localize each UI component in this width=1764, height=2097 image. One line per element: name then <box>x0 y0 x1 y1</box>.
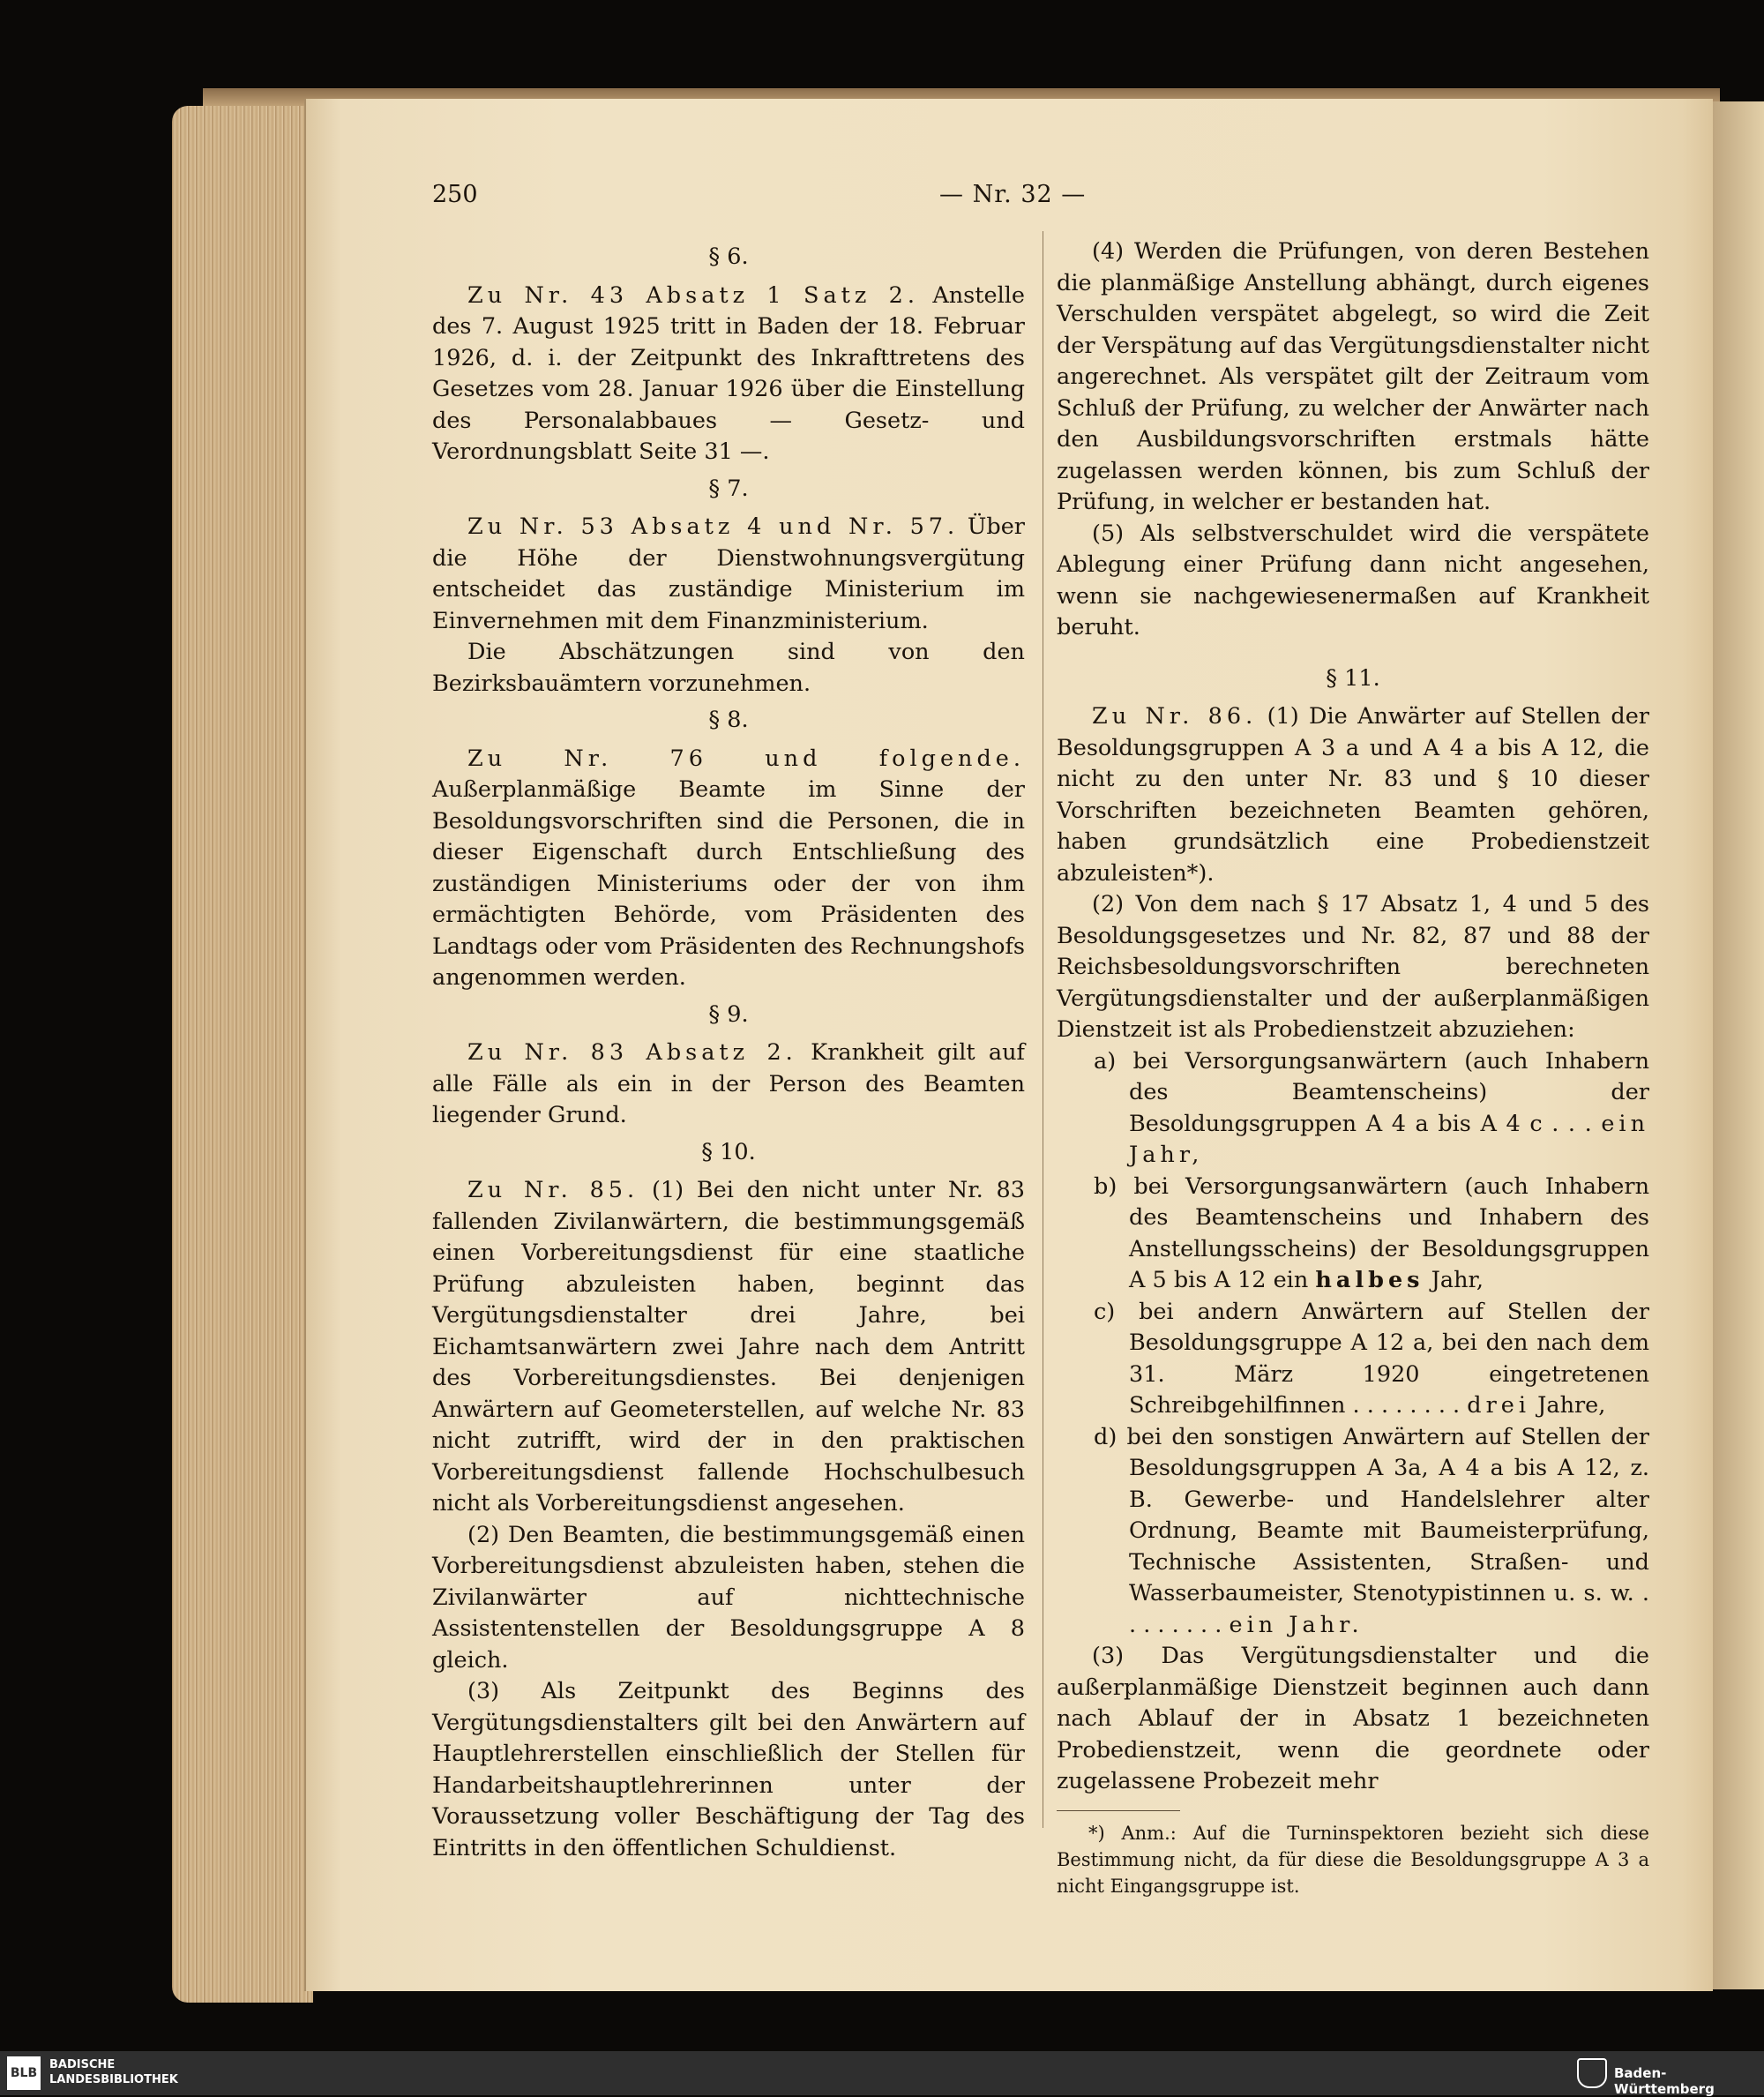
section-11-paragraph-3: (3) Das Vergütungsdienstalter und die außerplanmäßige Dienstzeit beginnen auch dann nach Ablauf der in Absatz 1 bezeichneten Probedienstzeit, wenn die geordnete oder zugelassene Probezeit mehr <box>1057 1643 1649 1794</box>
section-9-lead: Zu Nr. 83 Absatz 2. <box>467 1039 797 1066</box>
list-item-tail: Jahr, <box>1431 1267 1484 1293</box>
section-7-lead: Zu Nr. 53 Absatz 4 und Nr. 57. <box>467 513 960 540</box>
left-column <box>432 236 1025 1864</box>
section-11-paragraph-1 <box>1057 701 1649 889</box>
section-8-paragraph <box>432 744 1025 994</box>
footnote-rule <box>1057 1810 1180 1811</box>
list-item-label: b) <box>1094 1172 1117 1200</box>
section-7-text: Über die Höhe der Dienstwohnungsvergütung entscheidet das zuständige Ministerium im Einvernehmen mit dem Finanzministerium. <box>432 513 1025 634</box>
facing-page-edge <box>1708 101 1764 1989</box>
running-head: — Nr. 32 — <box>939 181 1087 208</box>
section-10-paragraph-1 <box>432 1175 1025 1520</box>
section-11-paragraph-2: (2) Von dem nach § 17 Absatz 1, 4 und 5 des Besoldungsgesetzes und Nr. 82, 87 und 88 der Reichsbesoldungsvorschriften berechneten Vergütungsdienstalter und der außerplanmäßigen Dienstzeit ist als Probedienstzeit abzuziehen: <box>1057 891 1649 1043</box>
right-column <box>1057 236 1649 1899</box>
list-item <box>1094 1172 1649 1297</box>
section-10-paragraph-4: (4) Werden die Prüfungen, von deren Bestehen die planmäßige Anstellung abhängt, durch eigenes Verschulden verspätet abgelegt, so wird die Zeit der Verspätung auf das Vergütungsdienstalter nicht angerechnet. Als verspätet gilt der Zeitraum vom Schluß der Prüfung, zu welcher der Anwärter nach den Ausbildungsvorschriften erstmals hätte zugelassen werden können, bis zum Schluß der Prüfung, in welcher er bestanden hat. <box>1057 238 1649 515</box>
section-6-lead: Zu Nr. 43 Absatz 1 Satz 2. <box>467 281 919 309</box>
section-6-paragraph <box>432 281 1025 468</box>
list-item-term: ein Jahr. <box>1229 1611 1364 1638</box>
section-10-heading: § 10. <box>701 1138 756 1165</box>
section-10-paragraph-5: (5) Als selbstverschuldet wird die verspätete Ablegung einer Prüfung dann nicht angesehen, wenn sie nachgewiesenermaßen auf Krankheit beruht. <box>1057 520 1649 640</box>
list-item-term: drei <box>1467 1392 1531 1419</box>
section-6-heading: § 6. <box>708 243 749 270</box>
library-name-line-1: BADISCHE <box>49 2058 116 2071</box>
section-7-paragraph <box>432 512 1025 637</box>
section-8-heading: § 8. <box>708 707 749 733</box>
list-item <box>1094 1046 1649 1172</box>
section-10-text-1: (1) Bei den nicht unter Nr. 83 fallenden Zivilanwärtern, die bestimmungsgemäß einen Vorbereitungsdienst für eine staatliche Prüfung abzuleisten haben, beginnt das Vergütungsdienstalter drei Jahre, bei Eichamtsanwärtern zwei Jahre nach dem Antritt des Vorbereitungsdienstes. Bei denjenigen Anwärtern auf Geometerstellen, auf welche Nr. 83 nicht zutrifft, wird der in den praktischen Vorbereitungsdienst fallende Hochschulbesuch nicht als Vorbereitungsdienst angesehen. <box>432 1177 1025 1517</box>
section-10-paragraph-2: (2) Den Beamten, die bestimmungsgemäß einen Vorbereitungsdienst abzuleisten haben, stehen die Zivilanwärter auf nichttechnische Assistentenstellen der Besoldungsgruppe A 8 gleich. <box>432 1521 1025 1674</box>
section-11-lead: Zu Nr. 86. <box>1092 703 1258 730</box>
footnote-text: *) Anm.: Auf die Turninspektoren bezieht sich diese Bestimmung nicht, da für diese die Besoldungsgruppe A 3 a nicht Eingangsgruppe ist. <box>1057 1822 1649 1897</box>
list-item-text: bei den sonstigen Anwärtern auf Stellen der Besoldungsgruppen A 3a, A 4 a bis A 12, z. B. Gewerbe- und Handelslehrer alter Ordnung, Beamte mit Baumeisterprüfung, Technische Assistenten, Straßen- und Wasserbaumeister, Stenotypistinnen u. s. w. . . . . . . . . <box>1126 1423 1649 1638</box>
section-10-lead: Zu Nr. 85. <box>467 1177 639 1203</box>
section-11-heading: § 11. <box>1326 664 1380 692</box>
library-name-line-2: LANDESBIBLIOTHEK <box>49 2073 178 2086</box>
page-number: 250 <box>432 181 478 208</box>
section-8-text: Außerplanmäßige Beamte im Sinne der Besoldungsvorschriften sind die Personen, die in dieser Eigenschaft durch Entschließung des zuständigen Ministeriums oder der von ihm ermächtigten Behörde, vom Präsidenten des Landtags oder vom Präsidenten des Rechnungshofs angenommen werden. <box>432 776 1025 991</box>
section-8-lead: Zu Nr. 76 und folgende. <box>467 745 1025 772</box>
section-9-heading: § 9. <box>708 1000 749 1028</box>
section-9-paragraph <box>432 1037 1025 1132</box>
list-item-label: c) <box>1094 1298 1116 1325</box>
book-page-edges <box>172 106 313 2003</box>
list-item-term: ein Jahr, <box>1129 1110 1649 1168</box>
coat-of-arms-icon <box>1577 2058 1607 2088</box>
section-7-heading: § 7. <box>708 475 749 502</box>
list-item-text: bei andern Anwärtern auf Stellen der Besoldungsgruppe A 12 a, bei den nach dem 31. März 1920 eingetretenen Schreibgehilfinnen . . . . . . . . <box>1129 1298 1649 1419</box>
list-item-tail: Jahre, <box>1537 1392 1606 1419</box>
section-9-text: Krankheit gilt auf alle Fälle als ein in der Person des Beamten liegender Grund. <box>432 1039 1025 1128</box>
list-item-text: bei Versorgungsanwärtern (auch Inhabern des Beamtenscheins) der Besoldungsgruppen A 4 a bis A 4 c . . . <box>1129 1047 1649 1137</box>
viewer-footer-bar <box>0 2051 1764 2095</box>
probation-list <box>1057 1046 1649 1642</box>
list-item <box>1094 1297 1649 1422</box>
list-item-label: a) <box>1094 1047 1117 1075</box>
section-11-text-1: (1) Die Anwärter auf Stellen der Besoldungsgruppen A 3 a und A 4 a bis A 12, die nicht zu den unter Nr. 83 und § 10 dieser Vorschriften bezeichneten Beamten gehören, haben grundsätzlich eine Probedienstzeit abzuleisten*). <box>1057 703 1649 887</box>
library-name[interactable] <box>49 2057 178 2087</box>
list-item-term: halbes <box>1315 1267 1424 1293</box>
section-6-text: Anstelle des 7. August 1925 tritt in Baden der 18. Februar 1926, d. i. der Zeitpunkt des Inkrafttretens des Gesetzes vom 28. Januar 1926 über die Einstellung des Personalabbaues — Gesetz- und Verordnungsblatt Seite 31 —. <box>432 281 1026 465</box>
section-7-paragraph-2: Die Abschätzungen sind von den Bezirksbauämtern vorzunehmen. <box>432 639 1025 697</box>
state-name[interactable]: Baden-Württemberg <box>1614 2065 1715 2097</box>
footnote <box>1057 1820 1649 1899</box>
blb-logo-icon[interactable]: BLB <box>7 2056 41 2090</box>
section-10-paragraph-3: (3) Als Zeitpunkt des Beginns des Vergütungsdienstalters gilt bei den Anwärtern auf Hauptlehrerstellen einschließlich der Stellen für Handarbeitshauptlehrerinnen unter der Voraussetzung voller Beschäftigung der Tag des Eintritts in den öffentlichen Schuldienst. <box>432 1678 1025 1861</box>
list-item-text: bei Versorgungsanwärtern (auch Inhabern des Beamtenscheins und Inhabern des Anstellungsscheins) der Besoldungsgruppen A 5 bis A 12 ein <box>1129 1172 1649 1293</box>
list-item-label: d) <box>1094 1423 1117 1450</box>
list-item <box>1094 1422 1649 1642</box>
